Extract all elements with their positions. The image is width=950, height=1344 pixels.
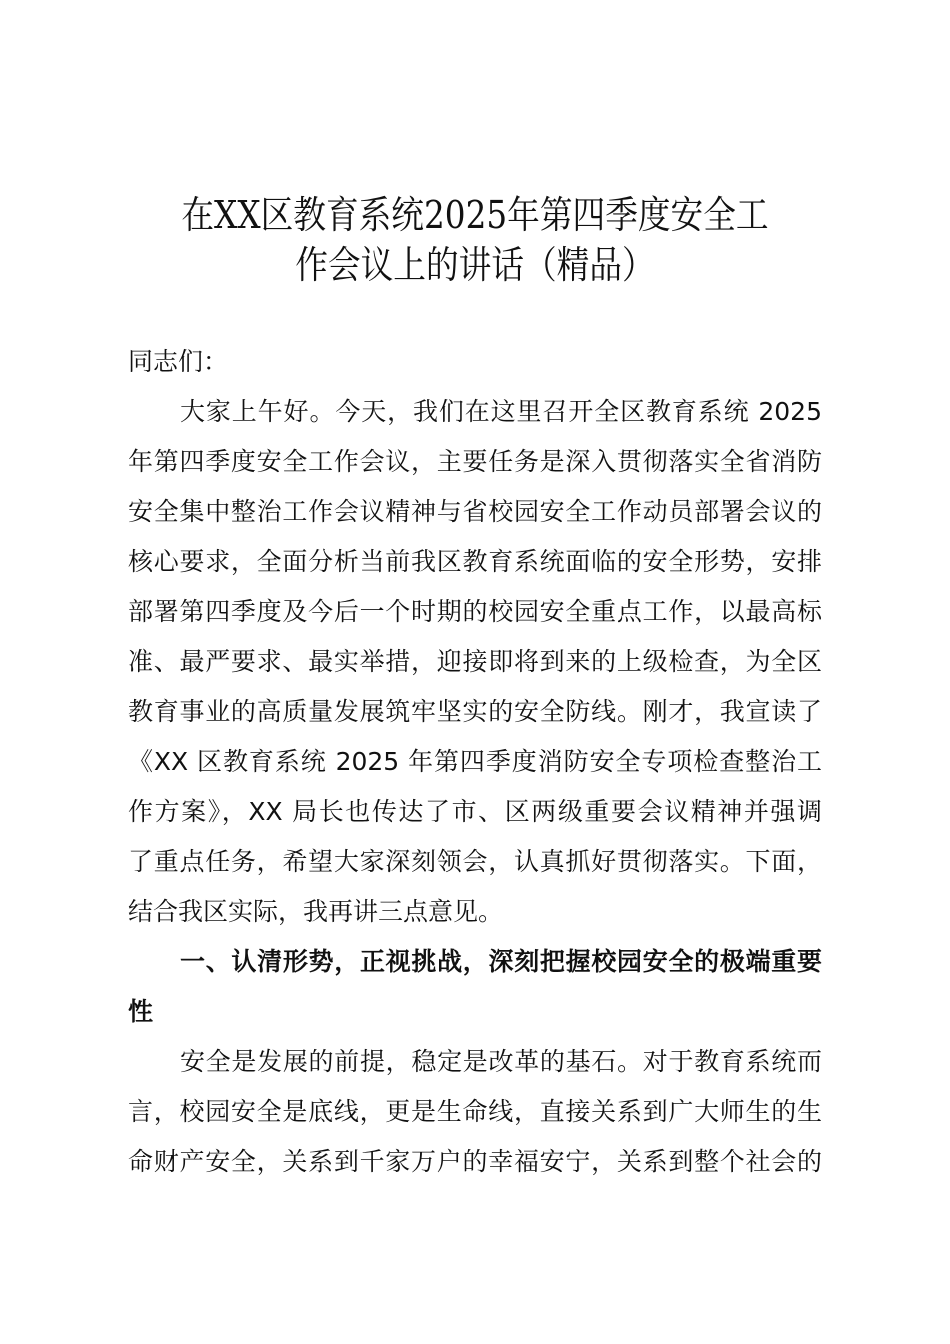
paragraph-line: 教育事业的高质量发展筑牢坚实的安全防线。刚才，我宣读了 bbox=[128, 697, 822, 726]
paragraph-line: 了重点任务，希望大家深刻领会，认真抓好贯彻落实。下面， bbox=[128, 847, 822, 876]
paragraph-line: 言，校园安全是底线，更是生命线，直接关系到广大师生的生 bbox=[128, 1097, 822, 1126]
paragraph-line: 年第四季度安全工作会议，主要任务是深入贯彻落实全省消防 bbox=[128, 447, 822, 476]
paragraph-line: 作方案》，XX 局长也传达了市、区两级重要会议精神并强调 bbox=[128, 797, 822, 826]
paragraph-line: 命财产安全，关系到千家万户的幸福安宁，关系到整个社会的 bbox=[128, 1147, 822, 1176]
paragraph-line: 安全是发展的前提，稳定是改革的基石。对于教育系统而 bbox=[180, 1047, 822, 1076]
paragraph-line: 核心要求，全面分析当前我区教育系统面临的安全形势，安排 bbox=[128, 547, 822, 576]
paragraph-line: 安全集中整治工作会议精神与省校园安全工作动员部署会议的 bbox=[128, 497, 822, 526]
paragraph-line: 结合我区实际，我再讲三点意见。 bbox=[128, 897, 504, 926]
section-heading-line: 性 bbox=[128, 997, 154, 1026]
paragraph-line: 《XX 区教育系统 2025 年第四季度消防安全专项检查整治工 bbox=[128, 747, 822, 776]
document-title-line-2: 作会议上的讲话（精品） bbox=[295, 243, 655, 287]
paragraph-line: 部署第四季度及今后一个时期的校园安全重点工作，以最高标 bbox=[128, 597, 822, 626]
salutation: 同志们： bbox=[128, 347, 229, 376]
document-title-line-1: 在XX区教育系统2025年第四季度安全工 bbox=[181, 193, 769, 237]
paragraph-line: 大家上午好。今天，我们在这里召开全区教育系统 2025 bbox=[180, 397, 822, 426]
paragraph-line: 准、最严要求、最实举措，迎接即将到来的上级检查，为全区 bbox=[128, 647, 822, 676]
section-heading-line: 一、认清形势，正视挑战，深刻把握校园安全的极端重要 bbox=[180, 947, 822, 976]
